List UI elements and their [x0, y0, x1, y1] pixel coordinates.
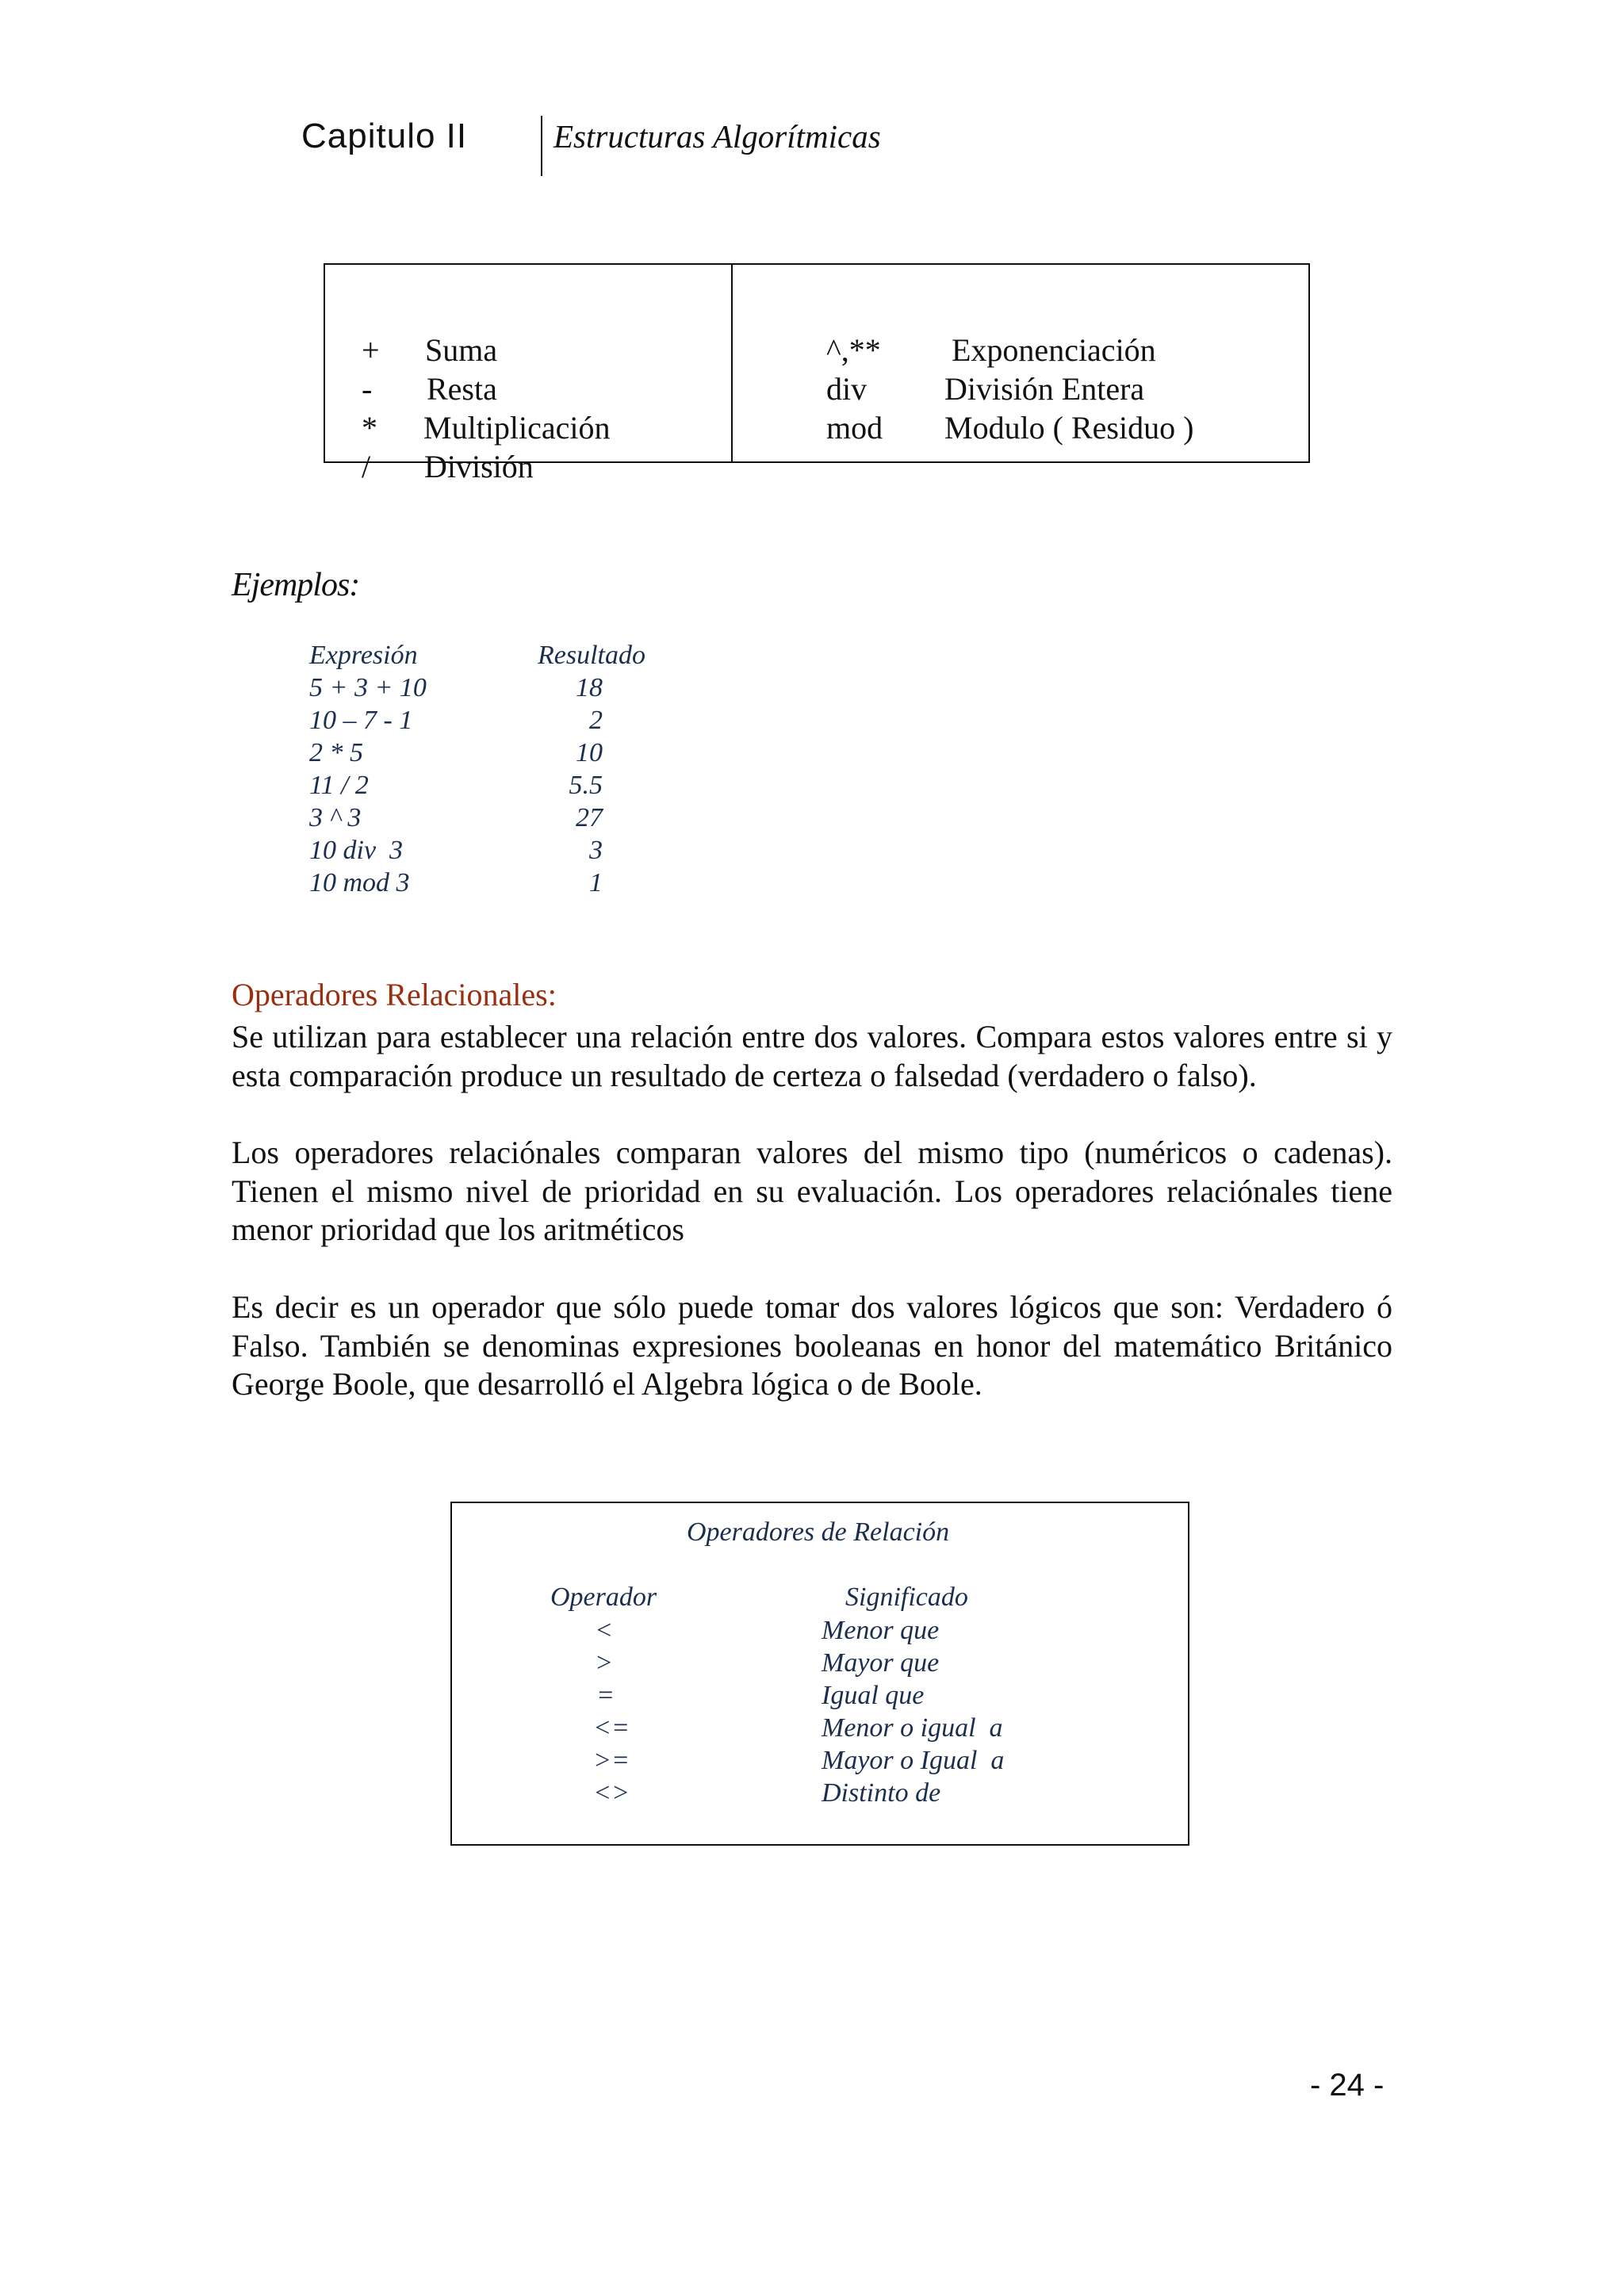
header-divider	[541, 116, 542, 176]
example-expression: 5 + 3 + 10	[309, 673, 427, 702]
relational-operator: >=	[593, 1746, 630, 1775]
paragraph: Se utilizan para establecer una relación entre dos valores. Compara estos valores entre si y esta comparación produce un resultado de certeza o falsedad (verdadero o falso).	[232, 1019, 1392, 1093]
example-result: 1	[589, 868, 603, 897]
paragraph: Es decir es un operador que sólo puede tomar dos valores lógicos que son: Verdadero ó Falso. También se denominas expresiones booleanas en honor del matemático Británico George Boole, que desarrolló el Algebra lógica o de Boole.	[232, 1289, 1392, 1402]
example-expression: 11 / 2	[309, 771, 369, 800]
relational-meaning: Distinto de	[822, 1778, 941, 1808]
relational-meaning: Mayor o Igual a	[822, 1746, 1005, 1775]
example-result: 5.5	[569, 771, 603, 800]
example-expression: 10 – 7 - 1	[309, 706, 413, 735]
operator-symbol: /	[362, 449, 371, 484]
operator-symbol: div	[826, 371, 868, 407]
operator-name: División	[424, 449, 534, 484]
operator-name: Resta	[427, 371, 497, 407]
example-result: 2	[589, 706, 603, 735]
chapter-title: Estructuras Algorítmicas	[553, 118, 881, 155]
operator-name: División Entera	[944, 371, 1145, 407]
operator-symbol: -	[362, 371, 373, 407]
relational-operator: <=	[593, 1713, 630, 1743]
relational-meaning: Menor o igual a	[822, 1713, 1003, 1743]
example-result: 27	[576, 803, 603, 832]
example-result: 18	[576, 673, 603, 702]
examples-col-expression: Expresión	[309, 641, 418, 670]
operator-symbol: +	[362, 332, 380, 368]
column-header-meaning: Significado	[845, 1582, 968, 1612]
column-header-operator: Operador	[550, 1582, 657, 1612]
relational-operator: >	[595, 1648, 613, 1678]
section-heading: Operadores Relacionales:	[232, 977, 557, 1012]
operator-symbol: mod	[826, 410, 883, 446]
operator-name: Suma	[425, 332, 498, 368]
operator-symbol: *	[362, 410, 377, 446]
relational-meaning: Igual que	[822, 1681, 925, 1710]
example-expression: 10 div 3	[309, 836, 404, 865]
chapter-label: Capitulo II	[301, 117, 468, 155]
example-expression: 2 * 5	[309, 738, 363, 767]
operator-symbol: ^,**	[826, 332, 881, 368]
examples-heading: Ejemplos:	[232, 567, 360, 603]
paragraph: Los operadores relaciónales comparan valores del mismo tipo (numéricos o cadenas). Tienen el mismo nivel de prioridad en su evaluación. Los operadores relaciónales tiene menor prioridad que los aritméticos	[232, 1135, 1392, 1247]
example-result: 10	[576, 738, 603, 767]
relational-operator: =	[596, 1681, 615, 1710]
example-expression: 10 mod 3	[309, 868, 410, 897]
operator-name: Exponenciación	[952, 332, 1156, 368]
page-number: - 24 -	[1310, 2068, 1385, 2103]
relational-meaning: Mayor que	[822, 1648, 940, 1678]
relational-meaning: Menor que	[822, 1616, 940, 1645]
example-expression: 3 ^ 3	[309, 803, 362, 832]
operator-name: Multiplicación	[423, 410, 611, 446]
operator-row	[346, 408, 534, 486]
relational-operator: <	[595, 1616, 613, 1645]
table-column-divider	[731, 263, 733, 463]
table-title: Operadores de Relación	[687, 1517, 950, 1547]
relational-operators-table	[450, 1502, 1189, 1846]
operator-row	[810, 369, 1193, 447]
examples-col-result: Resultado	[538, 641, 645, 670]
relational-operator: <>	[593, 1778, 630, 1808]
example-result: 3	[589, 836, 603, 865]
operator-name: Modulo ( Residuo )	[944, 410, 1194, 446]
